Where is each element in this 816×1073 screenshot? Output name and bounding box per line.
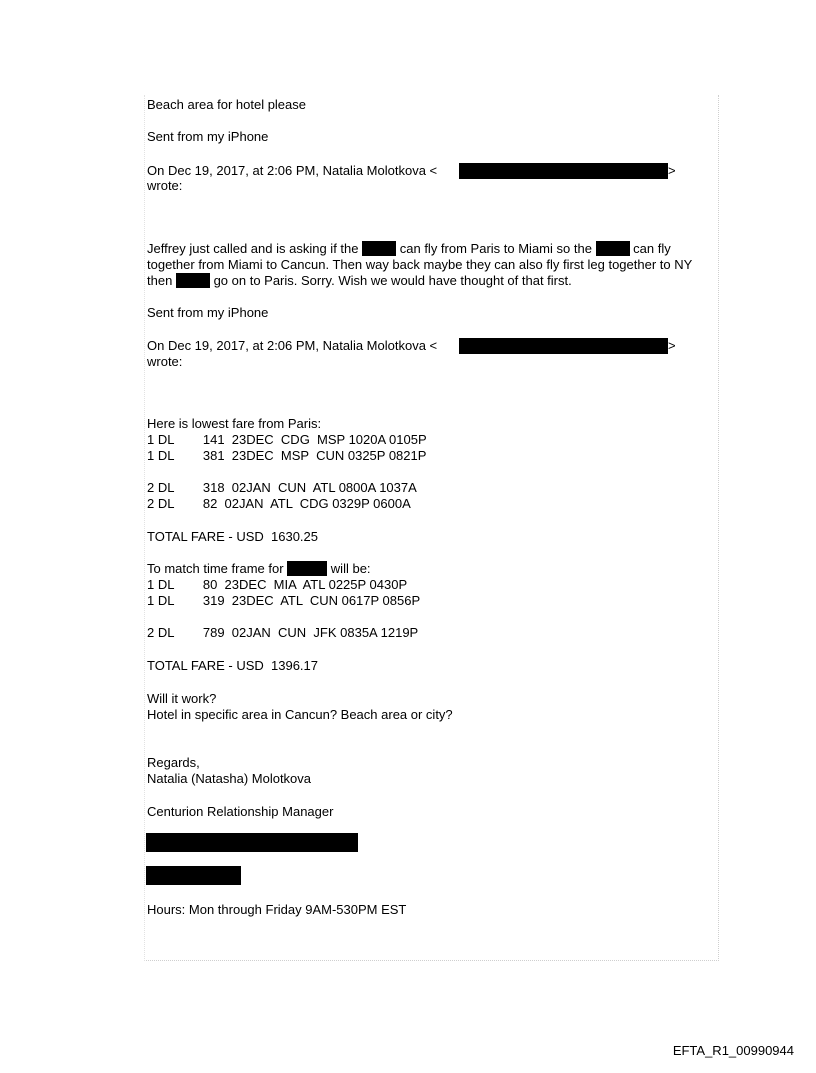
paris-flight-row: 1 DL 141 23DEC CDG MSP 1020A 0105P: [147, 432, 427, 447]
redacted-email-2: [459, 338, 668, 354]
match-time-frame-line: [147, 561, 371, 577]
total-fare-paris: TOTAL FARE - USD 1630.25: [147, 529, 318, 544]
paris-flight-row: 2 DL 318 02JAN CUN ATL 0800A 1037A: [147, 480, 417, 495]
signature-name: Natalia (Natasha) Molotkova: [147, 771, 312, 786]
miami-flight-row: 1 DL 80 23DEC MIA ATL 0225P 0430P: [147, 577, 408, 592]
redacted-signature-line-1: [146, 833, 358, 852]
sent-from-iphone-1: Sent from my iPhone: [147, 129, 269, 144]
miami-flight-row: 1 DL 319 23DEC ATL CUN 0617P 0856P: [147, 593, 421, 608]
jeffrey-para-part3: can fly together from Miami to Cancun. Then way back maybe they can also fly first leg together to NY then: [147, 241, 693, 288]
redacted-name-3: [176, 273, 210, 288]
on-date-header-2-prefix: On Dec 19, 2017, at 2:06 PM, Natalia Molotkova <: [147, 338, 438, 353]
match-suffix: will be:: [330, 561, 371, 576]
hotel-question: Hotel in specific area in Cancun? Beach area or city?: [147, 707, 453, 722]
on-date-header-2: [147, 338, 437, 354]
jeffrey-para-part1: Jeffrey just called and is asking if the: [147, 241, 359, 256]
on-date-header-1-suffix: >: [668, 163, 676, 178]
beach-area-line: Beach area for hotel please: [147, 97, 306, 112]
document-id: EFTA_R1_00990944: [672, 1043, 794, 1058]
lowest-fare-heading: Here is lowest fare from Paris:: [147, 416, 322, 431]
redacted-name-2: [596, 241, 630, 256]
jeffrey-paragraph: [147, 241, 717, 289]
email-body-frame: [144, 95, 719, 961]
signature-title: Centurion Relationship Manager: [147, 804, 334, 819]
paris-flight-row: 1 DL 381 23DEC MSP CUN 0325P 0821P: [147, 448, 427, 463]
redacted-name-1: [362, 241, 396, 256]
redacted-name-4: [287, 561, 327, 576]
will-it-work: Will it work?: [147, 691, 217, 706]
jeffrey-para-part2: can fly from Paris to Miami so the: [399, 241, 592, 256]
on-date-header-1: [147, 163, 437, 179]
wrote-1: wrote:: [147, 178, 183, 193]
frame-left-border: [144, 95, 145, 961]
miami-flight-row: 2 DL 789 02JAN CUN JFK 0835A 1219P: [147, 625, 419, 640]
regards: Regards,: [147, 755, 200, 770]
match-prefix: To match time frame for: [147, 561, 284, 576]
wrote-2: wrote:: [147, 354, 183, 369]
jeffrey-para-part4: go on to Paris. Sorry. Wish we would have thought of that first.: [213, 273, 572, 288]
redacted-signature-line-2: [146, 866, 241, 885]
business-hours: Hours: Mon through Friday 9AM-530PM EST: [147, 902, 407, 917]
on-date-header-2-suffix: >: [668, 338, 676, 353]
paris-flight-row: 2 DL 82 02JAN ATL CDG 0329P 0600A: [147, 496, 411, 511]
redacted-email-1: [459, 163, 668, 179]
total-fare-miami: TOTAL FARE - USD 1396.17: [147, 658, 318, 673]
on-date-header-1-prefix: On Dec 19, 2017, at 2:06 PM, Natalia Molotkova <: [147, 163, 438, 178]
sent-from-iphone-2: Sent from my iPhone: [147, 305, 269, 320]
